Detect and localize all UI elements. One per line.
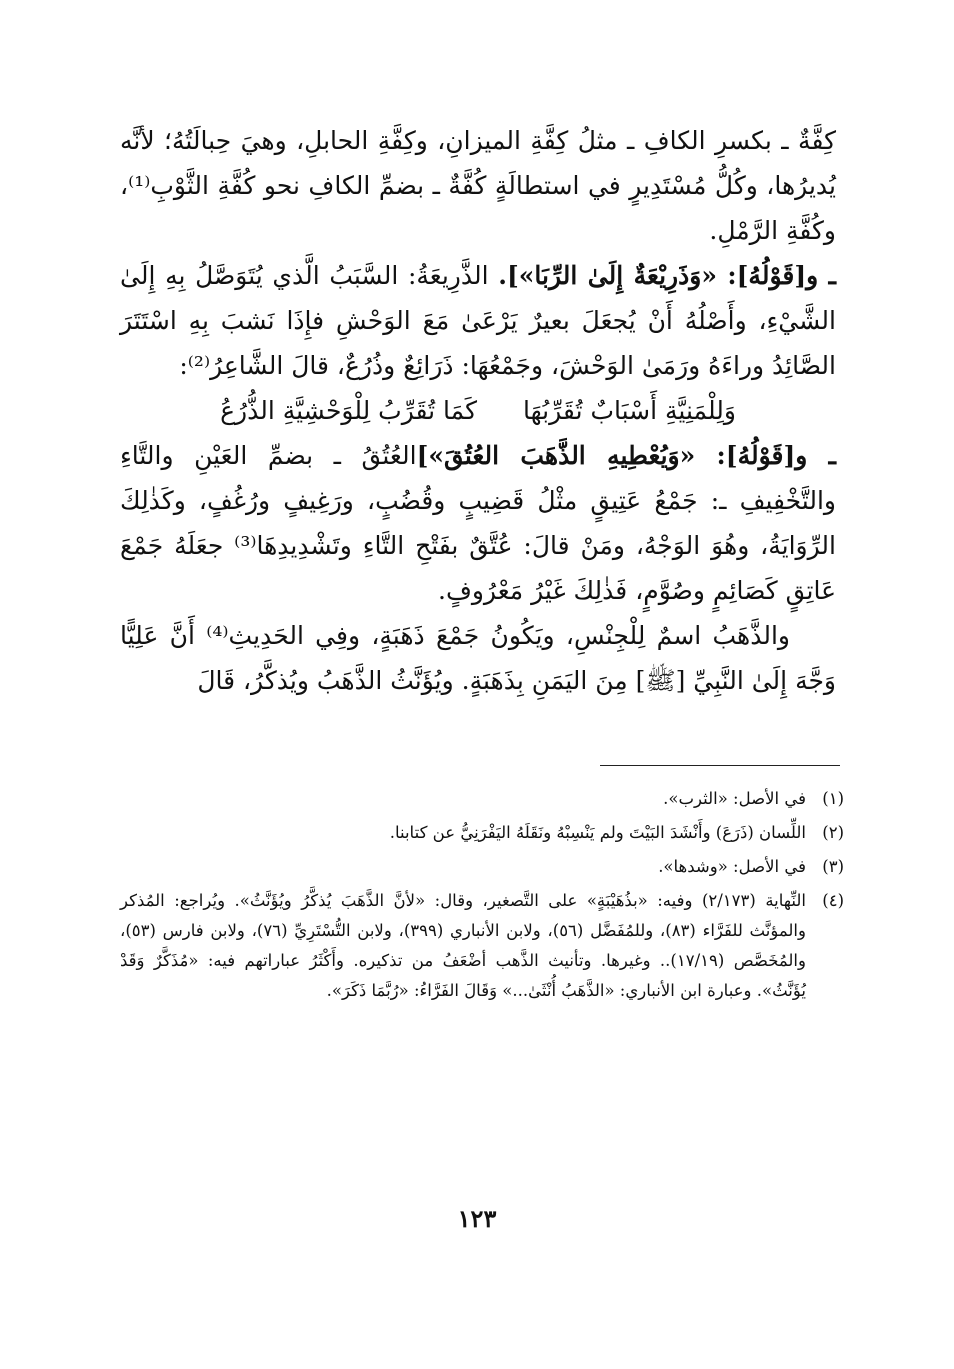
footnote-3 — [120, 852, 844, 882]
footnote-text: في الأصل: «وشدها». — [658, 857, 806, 876]
footnote-number: (٣) — [822, 857, 844, 876]
lemma-dhariah: ـ و[قَوْلُهُ]: «وَذَرِيْعَةٌ إِلَىٰ الرِّبَا»]. — [498, 261, 836, 290]
paragraph-dhariah-body: الذَّرِيعَةُ: السَّبَبُ الَّذي يُتَوَصَّلُ بِهِ إِلَىٰ الشَّيْءِ، وأَصْلُهُ أَنْ يُجعَلَ بعيرٌ يَرْعَىٰ مَعَ الوَحْشِ فإِذَا نَشبَ بِهِ اسْتَتَرَ الصَّائِدُ وراءَهُ ورَمَىٰ الوَحْشَ، وجَمْعُهَا: ذَرَائِعٌ وذُرُعٌ، قالَ الشَّاعِرُ⁽²⁾: — [120, 261, 836, 380]
paragraph-dhariah — [120, 253, 836, 388]
footnote-number: (٤) — [822, 891, 844, 910]
verse-first-hemistich: وَلِلْمَنِيَّةِ أَسْبَابٌ تُقَرِّبُهَا — [523, 396, 736, 425]
paragraph-kiffa: كِفَّةٌ ـ بكسرِ الكافِ ـ مثلُ كِفَّةِ الميزانِ، وكِفَّةِ الحابلِ، وهيَ حِبالَتُهُ؛ لأنَّه يُديرُها، وكُلُّ مُسْتَدِيرٍ في استطالَةٍ كُفَّةٌ ـ بضمِّ الكافِ نحو كُفَّةِ الثَّوْبِ⁽¹⁾، وكُفَّةِ الرَّمْلِ. — [120, 126, 836, 245]
footnote-separator — [600, 765, 840, 766]
footnotes — [120, 784, 844, 1010]
main-text — [120, 118, 836, 703]
footnote-text: في الأصل: «الثرب». — [663, 789, 806, 808]
footnote-2 — [120, 818, 844, 848]
footnote-4 — [120, 886, 844, 1006]
footnote-text: اللِّسان (ذَرَعَ) وأَنْشَدَ البَيْتَ ولم يَنْسِبْهُ ونَقَلَهُ اليَفْرَنِيُّ عن كتابنا. — [389, 823, 806, 842]
page-number: ١٢٣ — [457, 1204, 497, 1233]
paragraph-utuq-body: العُتُقُ ـ بضمِّ العَيْنِ والتَّاءِ والتَّخْفِيفِ ـ: جَمْعُ عَتِيقٍ مثْلُ قَضِيبٍ وقُضُبٍ، ورَغِيفٍ ورُغُفٍ، وكَذٰلِكَ الرِّوَايَةُ، وهُوَ الوَجْهُ، ومَنْ قالَ: عُتَّقٌ بفَتْحِ التَّاءِ وتَشْدِيدِهَا⁽³⁾ جعَلَهُ جَمْعَ عَاتِقٍ كَصَائِمٍ وصُوَّمٍ، فَذٰلِكَ غَيْرُ مَعْرُوفٍ. — [120, 441, 836, 605]
paragraph-dhahab: والذَّهَبُ اسمٌ لِلْجِنْسِ، ويَكُونُ جَمْعَ ذَهَبَةٍ، وفِي الحَدِيثِ⁽⁴⁾ أَنَّ عَلِيًّا وَجَّهَ إِلَىٰ النَّبِيِّ [ﷺ] مِنَ اليَمَنِ بِذَهَبَةٍ. ويُؤَنَّثُ الذَّهَبُ ويُذكَّرُ، قَالَ — [120, 621, 836, 695]
footnote-1 — [120, 784, 844, 814]
verse-second-hemistich: كَمَا تُقَرِّبُ لِلْوَحْشِيَّةِ الذُّرُعُ — [220, 396, 478, 425]
footnote-number: (١) — [822, 789, 844, 808]
lemma-utuq: ـ و[قَوْلُهُ]: «وَيُعْطِيهِ الذَّهَبَ العُتُقَ»] — [416, 441, 837, 470]
paragraph-utuq — [120, 433, 836, 613]
footnote-number: (٢) — [822, 823, 844, 842]
footnote-text: النِّهاية (٢/١٧٣) وفيه: «بذُهَيْبَةٍ» على التَّصغير، وقال: «لأنَّ الذَّهَبَ يُذكَّرُ ويُؤَنَّثُ». ويُراجع: المُذكر والمؤنَّث للفَرَّاء (٨٣)، وللمُفَضَّل (٥٦)، ولابن الأنباري (٣٩٩)، ولابن التُّسْتَرِيِّ (٧٦)، ولابن فارس (٥٣)، والمُخَصَّص (١٧/١٩).. وغيرها. وتأنيث الذَّهب أضْعَفُ من تذكيره. وأَكْثَرُ عباراتهم فيه: «مُذَكَّرٌ وَقَدْ يُؤَنَّثُ». وعبارة ابن الأنباري: «الذَّهَبُ أُنْثَىٰ...» وَقَالَ الفَرَّاءُ: «رُبَّمَا ذَكَرَ». — [120, 891, 806, 1000]
poetry-verse — [120, 388, 836, 433]
